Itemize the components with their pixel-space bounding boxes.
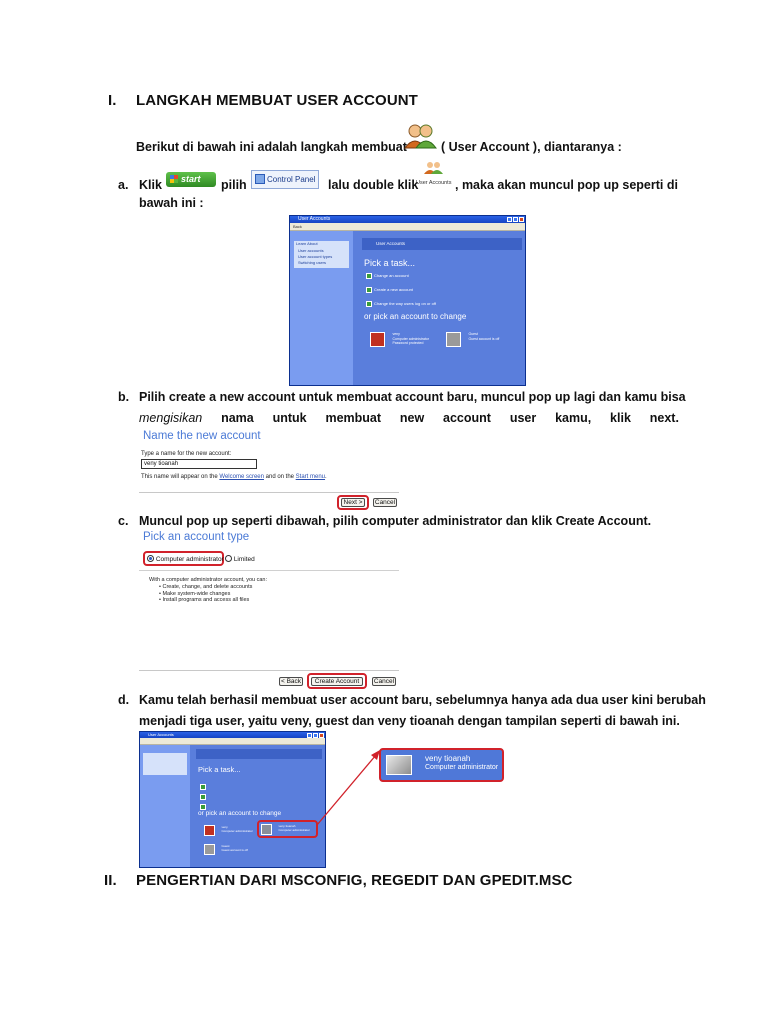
intro-text-before: Berikut di bawah ini adalah langkah membuat bbox=[136, 140, 407, 154]
task-item: Create a new account bbox=[366, 286, 436, 294]
pick-account-heading: or pick an account to change bbox=[364, 312, 467, 321]
section1-numeral: I. bbox=[108, 92, 117, 109]
step-c-text: Muncul pop up seperti dibawah, pilih computer administrator dan klik Create Account. bbox=[139, 514, 652, 528]
cancel-button[interactable]: Cancel bbox=[373, 678, 395, 685]
step-a-letter: a. bbox=[118, 178, 129, 192]
step-b-letter: b. bbox=[118, 390, 130, 404]
step-a-lalu: lalu double klik bbox=[328, 178, 419, 192]
step-b-line2: mengisikan nama untuk membuat new account user kamu, klik next. bbox=[139, 411, 679, 425]
account-type-dialog-screenshot bbox=[139, 531, 399, 691]
step-c-letter: c. bbox=[118, 514, 129, 528]
arrow-icon bbox=[366, 301, 372, 307]
step-a-rest-line1: , maka akan muncul pop up seperti di bbox=[455, 178, 678, 192]
sidebar-item: User accounts bbox=[298, 248, 324, 253]
divider bbox=[139, 492, 399, 493]
account-guest: Guest Guest account is off bbox=[204, 844, 248, 862]
cancel-button[interactable]: Cancel bbox=[374, 499, 396, 506]
step-a-pilih: pilih bbox=[221, 178, 247, 192]
window-toolbar bbox=[140, 738, 325, 745]
control-panel-image bbox=[251, 170, 319, 189]
radio-icon bbox=[147, 555, 154, 562]
step-d-line2: menjadi tiga user, yaitu veny, guest dan veny tioanah dengan tampilan seperti di bawah ini. bbox=[139, 714, 680, 728]
section2-numeral: II. bbox=[104, 872, 117, 889]
type-dialog-heading: Pick an account type bbox=[143, 531, 250, 543]
radio-admin[interactable]: Computer administrator bbox=[147, 555, 224, 563]
avatar bbox=[386, 755, 412, 775]
window-sidebar bbox=[290, 231, 353, 385]
users-icon bbox=[402, 122, 438, 150]
sidebar-item: Switching users bbox=[298, 260, 327, 265]
step-d-line1: Kamu telah berhasil membuat user account baru, sebelumnya hanya ada dua user kini berubah bbox=[139, 693, 706, 707]
control-panel-label: Control Panel bbox=[267, 175, 316, 184]
zoomed-account-callout bbox=[379, 748, 504, 782]
type-bullets bbox=[159, 584, 252, 604]
name-account-dialog-screenshot bbox=[139, 429, 399, 511]
user-accounts-window-screenshot bbox=[289, 215, 526, 386]
account-veny: veny Computer administrator bbox=[204, 825, 253, 843]
avatar bbox=[446, 332, 461, 347]
arrow-icon bbox=[200, 804, 206, 810]
toolbar-back: Back bbox=[293, 224, 302, 229]
arrow-icon bbox=[366, 287, 372, 293]
divider bbox=[139, 670, 399, 671]
window-title: User Accounts bbox=[298, 216, 331, 222]
section1-title: LANGKAH MEMBUAT USER ACCOUNT bbox=[136, 92, 418, 109]
bullet-item: • Make system-wide changes bbox=[159, 590, 231, 597]
avatar bbox=[204, 825, 215, 836]
section2-title: PENGERTIAN DARI MSCONFIG, REGEDIT DAN GPEDIT.MSC bbox=[136, 872, 573, 889]
arrow-pointer bbox=[310, 745, 390, 830]
window-breadcrumb bbox=[196, 749, 322, 759]
step-d-letter: d. bbox=[118, 693, 130, 707]
window-toolbar bbox=[290, 223, 525, 231]
next-button[interactable]: Next > bbox=[341, 498, 365, 507]
sidebar-header: Learn About bbox=[294, 241, 349, 247]
name-field-label: Type a name for the new account: bbox=[141, 451, 232, 457]
user-accounts-small-icon bbox=[422, 161, 446, 175]
step-a-rest-line2: bawah ini : bbox=[139, 196, 204, 210]
type-desc-head: With a computer administrator account, you can: bbox=[149, 577, 267, 583]
user-accounts-small-label: User Accounts bbox=[416, 180, 452, 186]
pick-task-heading: Pick a task... bbox=[198, 765, 241, 774]
account-guest: Guest Guest account is off bbox=[446, 332, 499, 350]
control-panel-icon bbox=[255, 174, 265, 184]
create-account-button[interactable]: Create Account bbox=[311, 677, 363, 686]
start-button-image bbox=[166, 172, 216, 187]
name-hint: This name will appear on the Welcome screen and on the Start menu. bbox=[141, 474, 327, 480]
name-field[interactable]: veny tioanah bbox=[141, 459, 257, 469]
window-titlebar bbox=[140, 732, 325, 738]
sidebar-list bbox=[294, 247, 349, 268]
callout-name: veny tioanah bbox=[425, 754, 471, 763]
start-label: start bbox=[181, 174, 201, 184]
task-item: Change an account bbox=[366, 272, 436, 280]
step-b-line1: Pilih create a new account untuk membuat account baru, muncul pop up lagi dan kamu bisa bbox=[139, 390, 686, 404]
avatar bbox=[204, 844, 215, 855]
pick-task-heading: Pick a task... bbox=[364, 258, 416, 268]
breadcrumb-text: User Accounts bbox=[376, 241, 406, 246]
intro-text-after: ( User Account ), diantaranya : bbox=[441, 140, 622, 154]
back-button[interactable]: < Back bbox=[280, 678, 302, 685]
window-controls bbox=[306, 733, 324, 738]
windows-logo-icon bbox=[170, 175, 178, 183]
step-a-klik: Klik bbox=[139, 178, 162, 192]
account-veny: veny Computer administrator Password protected bbox=[370, 332, 429, 350]
window-controls bbox=[506, 217, 524, 222]
task-list bbox=[366, 272, 436, 308]
sidebar-panel bbox=[143, 753, 187, 775]
callout-role: Computer administrator bbox=[425, 764, 499, 771]
name-dialog-heading: Name the new account bbox=[143, 430, 261, 442]
account-veny-tioanah: veny tioanah Computer administrator bbox=[261, 824, 310, 842]
radio-icon bbox=[225, 555, 232, 562]
bullet-item: • Create, change, and delete accounts bbox=[159, 584, 253, 590]
task-item: Change the way users log on or off bbox=[366, 300, 436, 308]
divider bbox=[139, 570, 399, 571]
user-accounts-window-result-screenshot bbox=[139, 731, 326, 868]
window-title: User Accounts bbox=[148, 732, 174, 737]
window-titlebar bbox=[290, 216, 525, 223]
radio-limited[interactable]: Limited bbox=[225, 555, 255, 563]
bullet-item: • Install programs and access all files bbox=[159, 597, 250, 603]
task-list bbox=[200, 778, 208, 808]
sidebar-item: User account types bbox=[298, 254, 333, 259]
avatar bbox=[370, 332, 385, 347]
window-breadcrumb bbox=[362, 238, 522, 250]
arrow-icon bbox=[366, 273, 372, 279]
avatar bbox=[261, 824, 272, 835]
window-sidebar bbox=[140, 745, 190, 867]
pick-account-heading: or pick an account to change bbox=[198, 810, 282, 817]
